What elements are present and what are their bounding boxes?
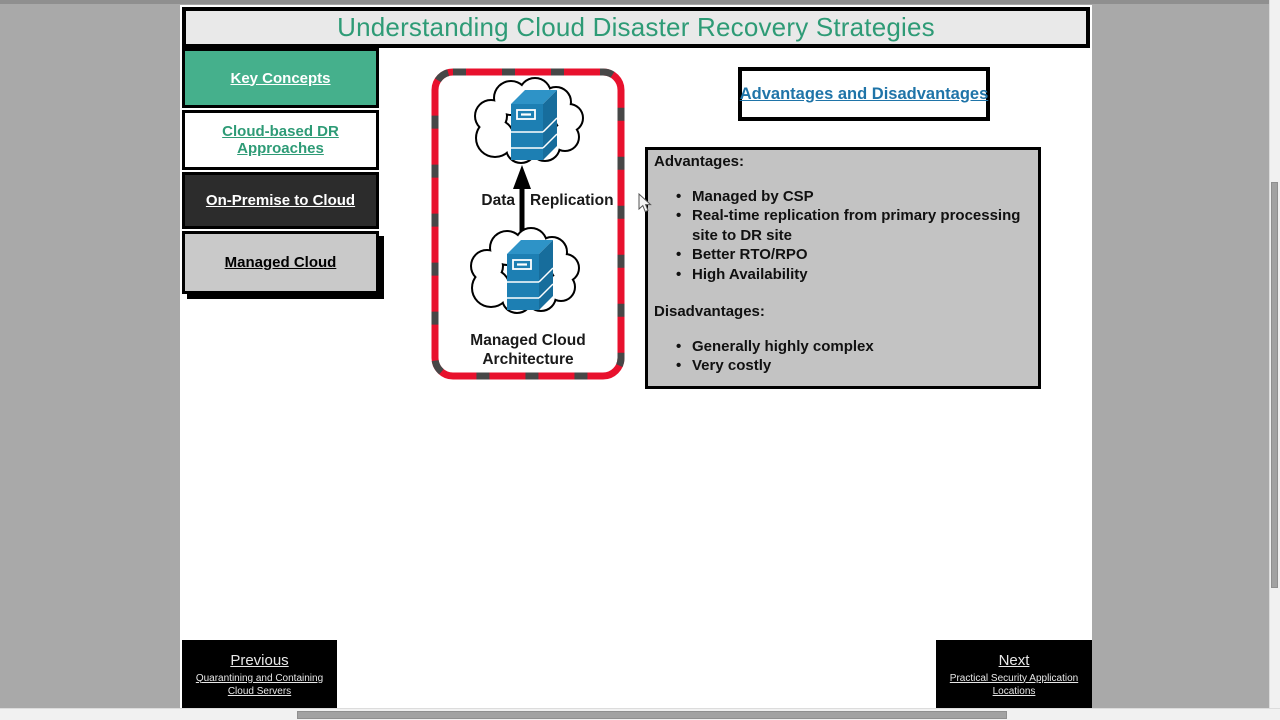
sidebar-item-label: Key Concepts: [230, 69, 331, 87]
arrow-label-replication: Replication: [530, 192, 614, 209]
bullet-item: • Generally highly complex: [676, 337, 1032, 356]
horizontal-scrollbar-thumb[interactable]: [297, 711, 1007, 719]
slide-title-bar: [182, 7, 1090, 48]
next-label: Next: [998, 651, 1030, 669]
sidebar-item-managed-cloud[interactable]: [182, 231, 379, 294]
sidebar-item-label: Managed Cloud: [224, 254, 337, 271]
sidebar-item-label: Cloud-based DR Approaches: [222, 123, 339, 157]
advantages-list: [676, 187, 1032, 284]
bullet-item: • Very costly: [676, 356, 1032, 375]
previous-sublabel: Quarantining and Containing Cloud Servers: [195, 672, 324, 697]
sidebar-item-on-premise-to-cloud[interactable]: [182, 172, 379, 229]
slide-canvas: [180, 5, 1092, 709]
previous-button[interactable]: [182, 640, 337, 709]
advantages-disadvantages-link[interactable]: [738, 67, 990, 121]
server-icon: [501, 82, 561, 166]
window-top-edge: [0, 0, 1280, 4]
vertical-scrollbar[interactable]: [1269, 0, 1280, 720]
advantages-disadvantages-panel: [645, 147, 1041, 389]
sidebar-item-key-concepts[interactable]: [182, 48, 379, 108]
sidebar-item-cloud-based-dr-approaches[interactable]: [182, 110, 379, 170]
disadvantages-list: [676, 337, 1032, 376]
diagram-caption: Managed Cloud Architecture: [470, 332, 586, 368]
dr-site-cloud: [469, 74, 593, 172]
bullet-item: • High Availability: [676, 265, 1032, 284]
bullet-item: • Managed by CSP: [676, 187, 1032, 206]
disadvantages-heading: Disadvantages:: [654, 303, 765, 321]
previous-label: Previous: [230, 651, 289, 669]
arrow-label-data: Data: [481, 192, 515, 209]
bullet-item: • Better RTO/RPO: [676, 245, 1032, 264]
horizontal-scrollbar[interactable]: [0, 708, 1280, 720]
advantages-heading: Advantages:: [654, 153, 745, 170]
vertical-scrollbar-thumb[interactable]: [1271, 182, 1278, 588]
bullet-item: • Real-time replication from primary processing site to DR site: [676, 206, 1032, 245]
next-sublabel: Practical Security Application Locations: [949, 672, 1079, 697]
primary-site-cloud: [465, 224, 589, 322]
server-icon: [497, 232, 557, 316]
sidebar-item-label: On-Premise to Cloud: [205, 192, 356, 209]
mouse-cursor: [638, 193, 653, 214]
link-label: Advantages and Disadvantages: [739, 84, 989, 103]
next-button[interactable]: [936, 640, 1092, 709]
page-title: Understanding Cloud Disaster Recovery Strategies: [337, 12, 935, 42]
managed-cloud-diagram: [431, 68, 625, 380]
